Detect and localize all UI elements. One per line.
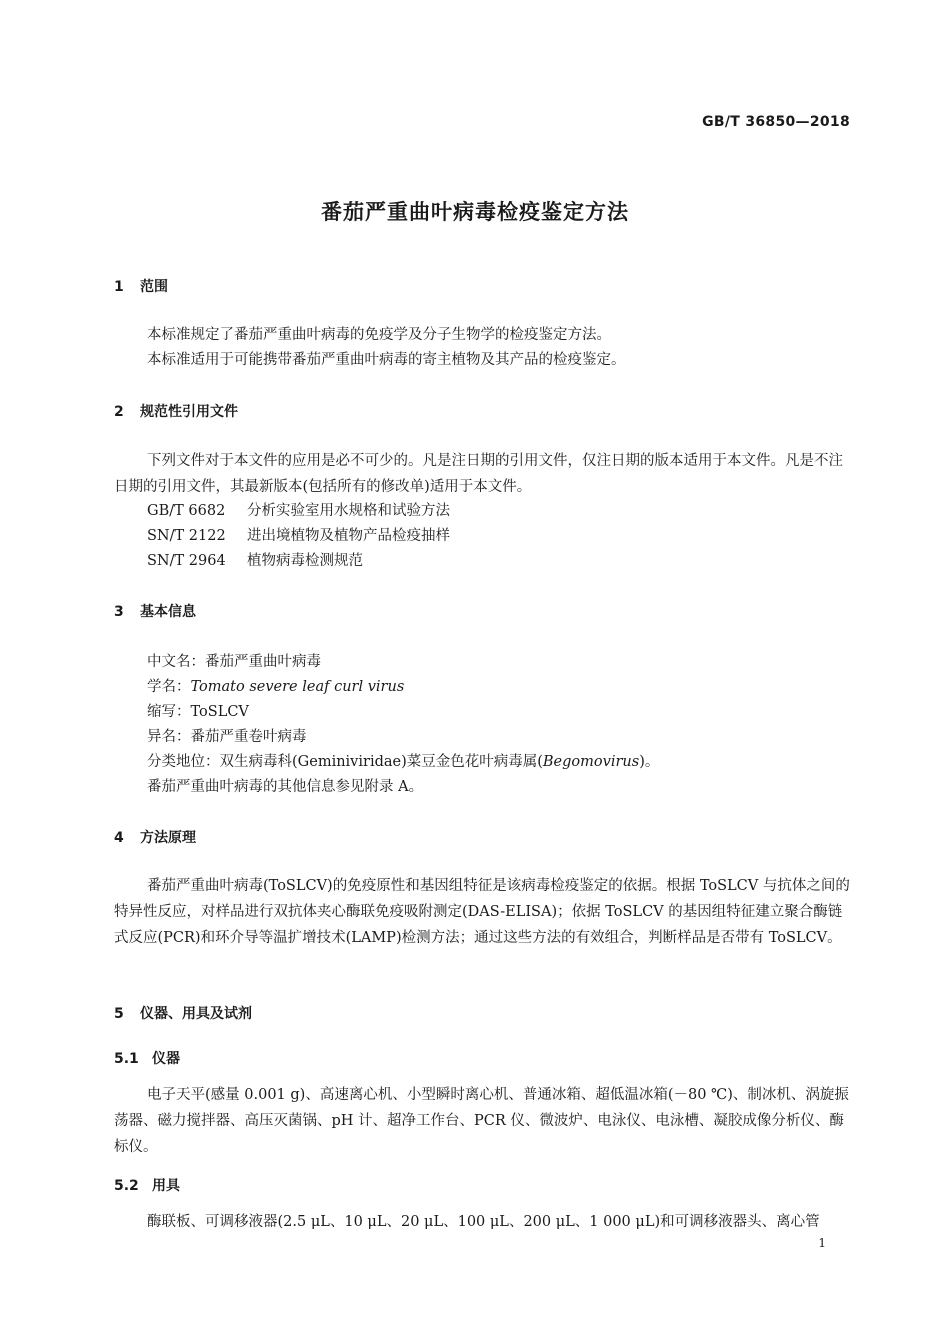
paragraph: 电子天平(感量 0.001 g)、高速离心机、小型瞬时离心机、普通冰箱、超低温冰箱(－80 ℃)、制冰机、涡旋振荡器、磁力搅拌器、高压灭菌锅、pH 计、超净工作台、PCR 仪、微波炉、电泳仪、电泳槽、凝胶成像分析仪、酶标仪。: [114, 1087, 849, 1155]
section-number: 1: [114, 279, 124, 295]
reference-item: [147, 523, 450, 549]
section-2-heading: [114, 401, 238, 421]
reference-code: SN/T 2964: [147, 553, 226, 569]
scientific-name-label: 学名：: [147, 679, 191, 695]
reference-item: [147, 498, 450, 524]
scientific-name: [147, 674, 404, 700]
reference-name: 进出境植物及植物产品检疫抽样: [247, 528, 450, 544]
section-number: 5.2: [114, 1178, 139, 1194]
paragraph: 下列文件对于本文件的应用是必不可少的。凡是注日期的引用文件，仅注日期的版本适用于本文件。凡是不注日期的引用文件，其最新版本(包括所有的修改单)适用于本文件。: [114, 453, 843, 495]
document-title: 番茄严重曲叶病毒检疫鉴定方法: [321, 200, 629, 224]
section-title: 基本信息: [140, 604, 196, 620]
genus-name: Begomovirus: [542, 754, 640, 770]
section-title: 仪器、用具及试剂: [140, 1006, 252, 1022]
scientific-name-value: Tomato severe leaf curl virus: [190, 679, 405, 695]
taxonomy: [147, 749, 659, 775]
section-title: 方法原理: [140, 830, 196, 846]
reference-name: 分析实验室用水规格和试验方法: [247, 503, 450, 519]
abbreviation: 缩写：ToSLCV: [147, 704, 249, 720]
section-5-1-heading: [114, 1048, 180, 1068]
taxonomy-end: )。: [639, 754, 660, 770]
standard-code: GB/T 36850—2018: [702, 114, 850, 130]
other-info: 番茄严重曲叶病毒的其他信息参见附录 A。: [147, 779, 424, 795]
paragraph: 酶联板、可调移液器(2.5 μL、10 μL、20 μL、100 μL、200 μL、1 000 μL)和可调移液器头、离心管: [147, 1214, 820, 1230]
section-number: 5: [114, 1006, 124, 1022]
alias: 异名：番茄严重卷叶病毒: [147, 729, 307, 745]
section-title: 范围: [140, 279, 168, 295]
taxonomy-text: 分类地位：双生病毒科(Geminiviridae)菜豆金色花叶病毒属(: [147, 754, 543, 770]
section-number: 5.1: [114, 1051, 139, 1067]
paragraph: 番茄严重曲叶病毒(ToSLCV)的免疫原性和基因组特征是该病毒检疫鉴定的依据。根据 ToSLCV 与抗体之间的特异性反应，对样品进行双抗体夹心酶联免疫吸附测定(DAS-ELISA)；依据 ToSLCV 的基因组特征建立聚合酶链式反应(PCR)和环介导等温扩增技术(LAMP)检测方法；通过这些方法的有效组合，判断样品是否带有 ToSLCV。: [114, 878, 850, 946]
section-5-2-heading: [114, 1175, 180, 1195]
section-number: 2: [114, 404, 124, 420]
section-title: 规范性引用文件: [140, 404, 238, 420]
section-number: 4: [114, 830, 124, 846]
section-5-heading: [114, 1003, 252, 1023]
section-3-heading: [114, 601, 196, 621]
section-title: 用具: [152, 1178, 180, 1194]
chinese-name: 中文名：番茄严重曲叶病毒: [147, 654, 321, 670]
reference-item: [147, 548, 363, 574]
page-number: 1: [818, 1236, 826, 1250]
section-1-heading: [114, 276, 168, 296]
section-title: 仪器: [152, 1051, 180, 1067]
section-number: 3: [114, 604, 124, 620]
reference-code: SN/T 2122: [147, 528, 226, 544]
reference-code: GB/T 6682: [147, 503, 226, 519]
section-4-heading: [114, 827, 196, 847]
paragraph: 本标准规定了番茄严重曲叶病毒的免疫学及分子生物学的检疫鉴定方法。: [147, 327, 611, 343]
paragraph: 本标准适用于可能携带番茄严重曲叶病毒的寄主植物及其产品的检疫鉴定。: [147, 352, 626, 368]
reference-name: 植物病毒检测规范: [247, 553, 363, 569]
